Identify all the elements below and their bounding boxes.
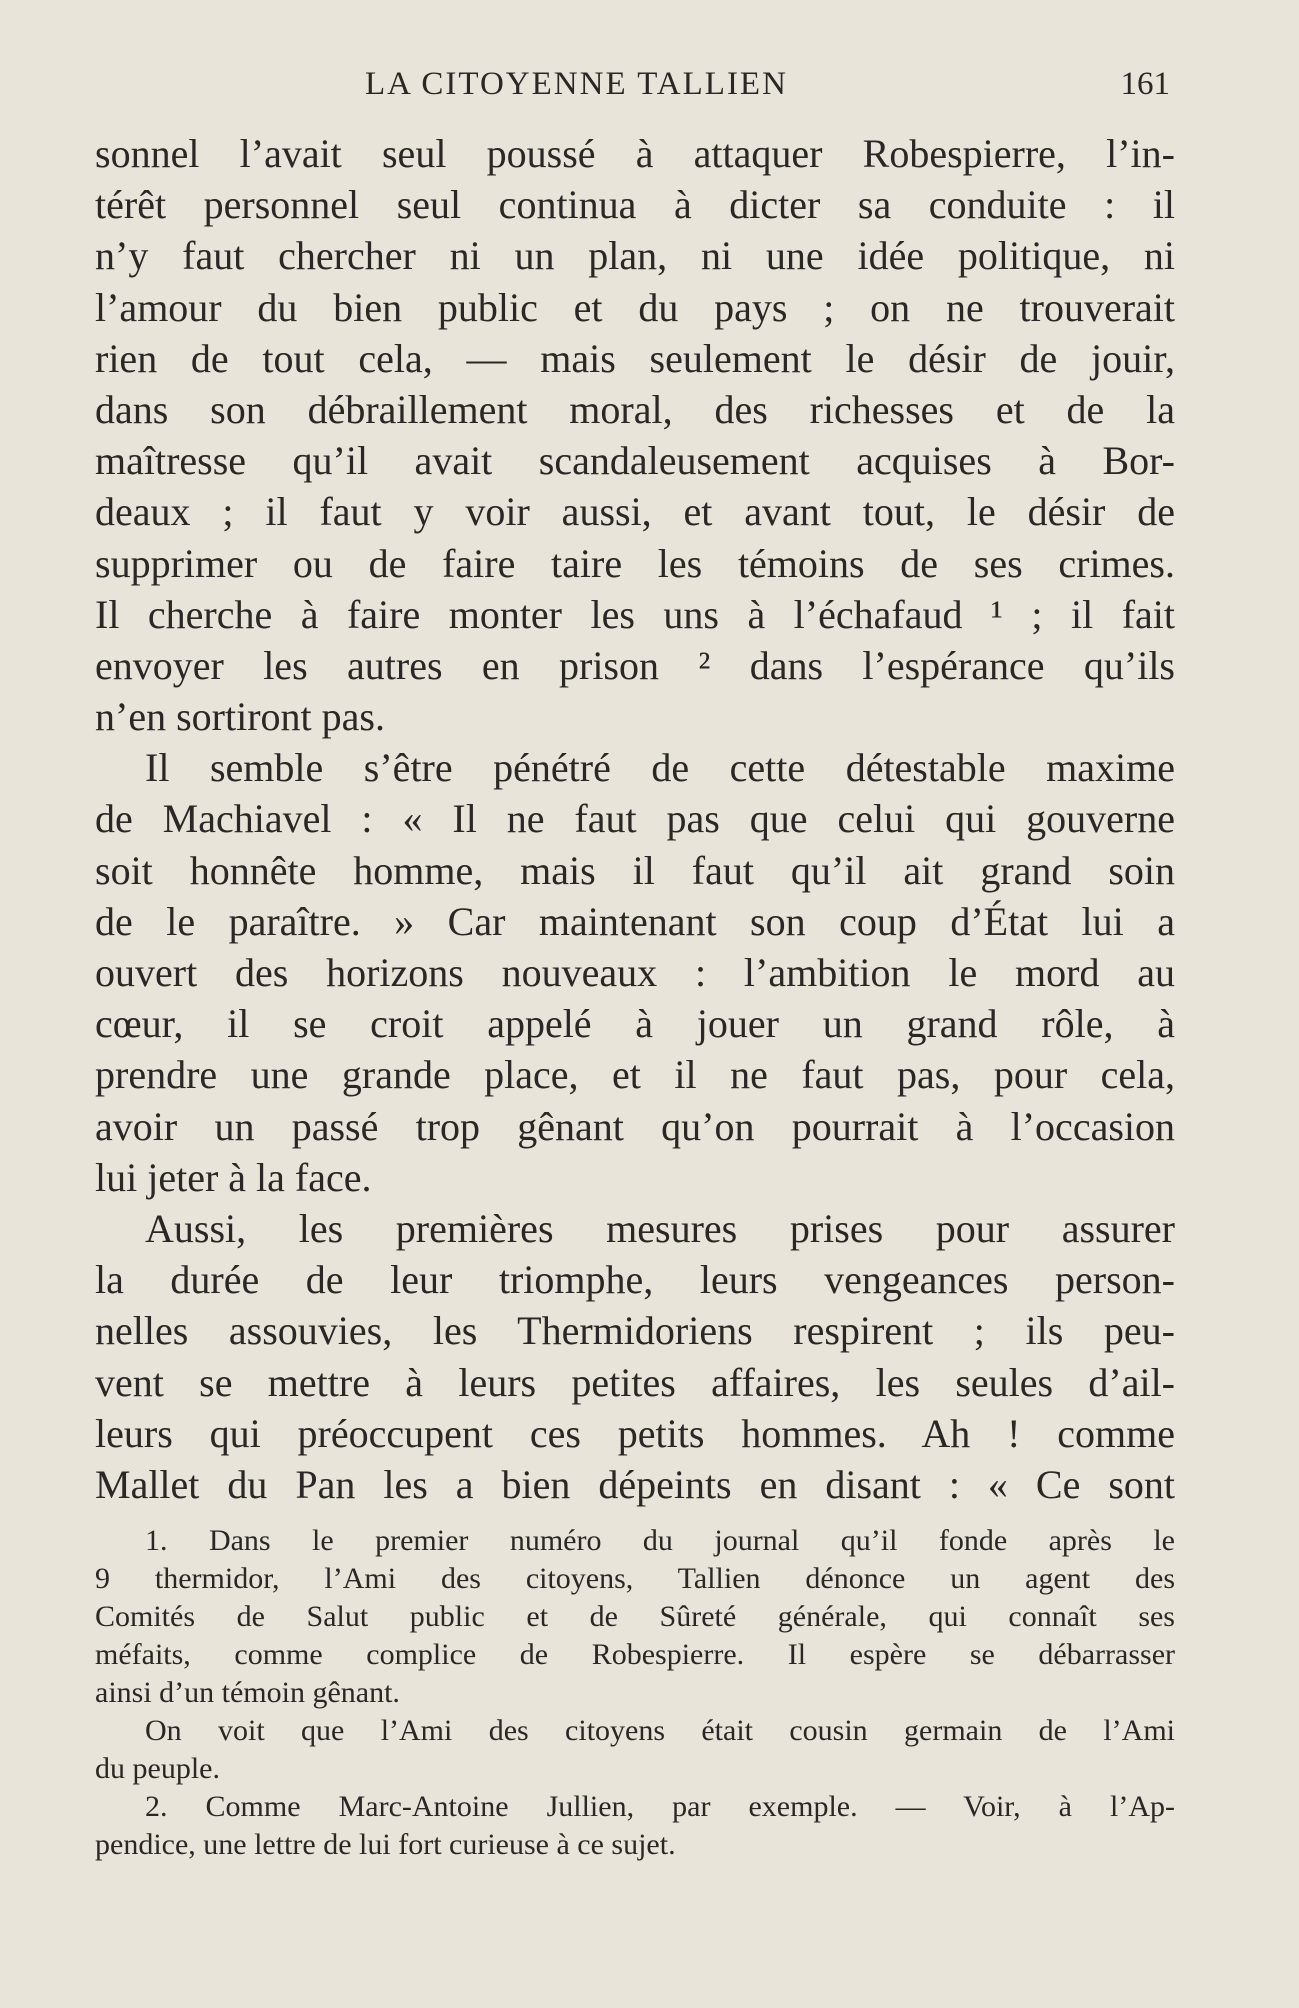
text-line: prendre une grande place, et il ne faut pas, pour cela, <box>95 1052 1175 1098</box>
footnote-line: pendice, une lettre de lui fort curieuse à ce sujet. <box>95 1828 676 1861</box>
text-line: soit honnête homme, mais il faut qu’il ait grand soin <box>95 847 1175 893</box>
text-line: Mallet du Pan les a bien dépeints en disant : « Ce sont <box>95 1461 1175 1507</box>
footnote-line: méfaits, comme complice de Robespierre. Il espère se débarrasser <box>95 1638 1175 1671</box>
text-line: vent se mettre à leurs petites affaires, les seules d’ail- <box>95 1359 1175 1405</box>
page-number: 161 <box>1120 66 1170 102</box>
text-line: leurs qui préoccupent ces petits hommes. Ah ! comme <box>95 1410 1175 1456</box>
text-line: l’amour du bien public et du pays ; on ne trouverait <box>95 284 1175 330</box>
text-line: envoyer les autres en prison ² dans l’espérance qu’ils <box>95 642 1175 688</box>
text-line: sonnel l’avait seul poussé à attaquer Robespierre, l’in- <box>95 131 1175 176</box>
text-line: deaux ; il faut y voir aussi, et avant tout, le désir de <box>95 489 1175 535</box>
text-line: ouvert des horizons nouveaux : l’ambition le mord au <box>95 950 1175 995</box>
text-line: térêt personnel seul continua à dicter sa conduite : il <box>95 182 1175 228</box>
text-line: Aussi, les premières mesures prises pour assurer <box>145 1205 1175 1251</box>
text-line: cœur, il se croit appelé à jouer un grand rôle, à <box>95 1001 1175 1047</box>
text-line: n’y faut chercher ni un plan, ni une idée politique, ni <box>95 233 1175 279</box>
footnotes <box>95 1522 1175 1864</box>
text-line: nelles assouvies, les Thermidoriens respirent ; ils peu- <box>95 1308 1175 1354</box>
footnote-line: du peuple. <box>95 1752 220 1785</box>
text-line: de le paraître. » Car maintenant son coup d’État lui a <box>95 898 1175 944</box>
footnote-line: 9 thermidor, l’Ami des citoyens, Tallien dénonce un agent des <box>95 1562 1175 1595</box>
page-header <box>95 62 1170 106</box>
footnote-line: 2. Comme Marc-Antoine Jullien, par exemple. — Voir, à l’Ap- <box>145 1790 1175 1823</box>
main-text <box>95 128 1175 1510</box>
footnote-line: On voit que l’Ami des citoyens était cousin germain de l’Ami <box>145 1714 1175 1747</box>
running-title: LA CITOYENNE TALLIEN <box>365 66 788 102</box>
text-line: supprimer ou de faire taire les témoins de ses crimes. <box>95 540 1175 586</box>
text-line: rien de tout cela, — mais seulement le désir de jouir, <box>95 335 1175 381</box>
text-line: de Machiavel : « Il ne faut pas que celui qui gouverne <box>95 796 1175 842</box>
text-line: lui jeter à la face. <box>95 1154 372 1200</box>
text-line: n’en sortiront pas. <box>95 694 385 740</box>
text-line: Il semble s’être pénétré de cette détestable maxime <box>145 745 1175 791</box>
footnote-line: Comités de Salut public et de Sûreté générale, qui connaît ses <box>95 1600 1175 1633</box>
text-line: maîtresse qu’il avait scandaleusement acquises à Bor- <box>95 438 1175 484</box>
text-line: la durée de leur triomphe, leurs vengeances person- <box>95 1257 1175 1303</box>
footnote-line: 1. Dans le premier numéro du journal qu’il fonde après le <box>145 1524 1175 1557</box>
footnote-line: ainsi d’un témoin gênant. <box>95 1676 400 1709</box>
text-line: avoir un passé trop gênant qu’on pourrait à l’occasion <box>95 1103 1175 1149</box>
text-line: Il cherche à faire monter les uns à l’échafaud ¹ ; il fait <box>95 591 1175 637</box>
text-line: dans son débraillement moral, des richesses et de la <box>95 386 1175 432</box>
